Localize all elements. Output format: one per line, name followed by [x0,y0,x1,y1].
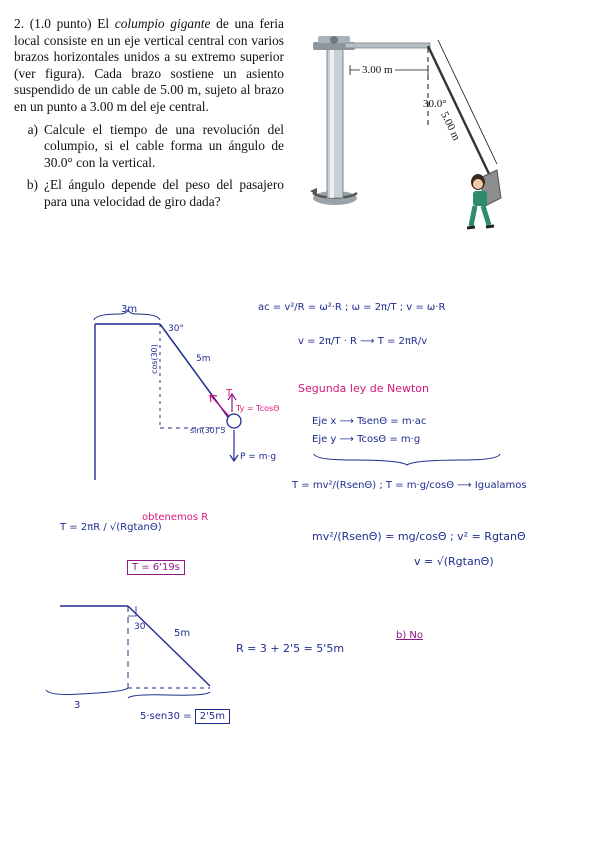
sketch2-arm-label: 3 [74,700,81,711]
question-a-label: a) [27,121,38,137]
answer-b: b) No [396,630,424,641]
eq-combine: mv²/(RsenΘ) = mg/cosΘ ; v² = RgtanΘ [312,530,526,543]
eq-axis-x-expr: TsenΘ = m·ac [357,416,427,427]
eq-axis-y-label: Eje y ⟶ [312,434,354,445]
eq-axis-x [312,416,426,427]
question-b-label: b) [26,177,38,193]
sketch2-angle-label: 30 [134,622,146,632]
cable-length-label: 5.00 m [438,109,463,143]
question-a [14,122,284,172]
arm-length-label: 3.00 m [362,64,393,76]
sketch1-vertical-label: cos(30) [150,344,159,374]
eq-axis-y-expr: TcosΘ = m·g [357,434,421,445]
problem-italic: columpio gigante [114,16,211,31]
eq-acceleration: ac = v²/R = ω²·R ; ω = 2π/T ; v = ω·R [258,302,446,313]
question-a-text: Calcule el tiempo de una revolución del columpio, si el cable forma un ángulo de 30.0° con la vertical. [44,121,284,170]
sketch1-top-label: 3m [121,304,138,315]
problem-statement [14,16,284,211]
problem-points: (1.0 punto) [29,16,92,31]
sketch2-cable-label: 5m [174,628,191,639]
brace-under-newton [312,452,502,466]
question-b-text: ¿El ángulo depende del peso del pasajero para una velocidad de giro dada? [44,177,284,209]
sketch2-horizontal [140,711,230,722]
eq-period-note: obtenemos R [142,512,209,523]
sketch1-ty-label: Ty = TcosΘ [236,404,280,413]
problem-body: de una feria local consiste en un eje vertical central con varios brazos horizontales unidos a su extremo superior (ver figura). Cada brazo sostiene un asiento suspendido de un cable de 5.00 m, sujeto al brazo en un punto a 3.00 m del eje central. [14,16,284,114]
eq-velocity: v = 2π/T · R ⟶ T = 2πR/v [298,336,428,347]
problem-number: 2. [14,16,25,31]
eq-tension-equal: T = mv²/(RsenΘ) ; T = m·g/cosΘ ⟶ Igualamos [292,480,527,491]
sketch1-cable-label: 5m [196,354,211,364]
newton-heading: Segunda ley de Newton [298,382,429,395]
swing-figure [295,28,495,238]
eq-axis-x-label: Eje x ⟶ [312,416,354,427]
sketch2-horizontal-result: 2'5m [195,709,230,724]
problem-intro: El [97,16,110,31]
question-b [14,177,284,210]
eq-axis-y [312,434,420,445]
sketch1-horizontal-label: sin(30) 5 [190,426,226,435]
radius-equation: R = 3 + 2'5 = 5'5m [236,642,345,655]
eq-v-result: v = √(RgtanΘ) [414,555,494,568]
period-result-box: T = 6'19s [127,560,185,575]
sketch2-horizontal-expr: 5·sen30 = [140,711,192,722]
sketch1-weight-label: P = m·g [240,452,277,462]
angle-label: 30.0° [423,98,447,110]
sketch1-tension-label: T [226,388,233,399]
sketch1-angle-label: 30° [168,324,184,334]
eq-period-formula: T = 2πR / √(RgtanΘ) [60,522,162,533]
